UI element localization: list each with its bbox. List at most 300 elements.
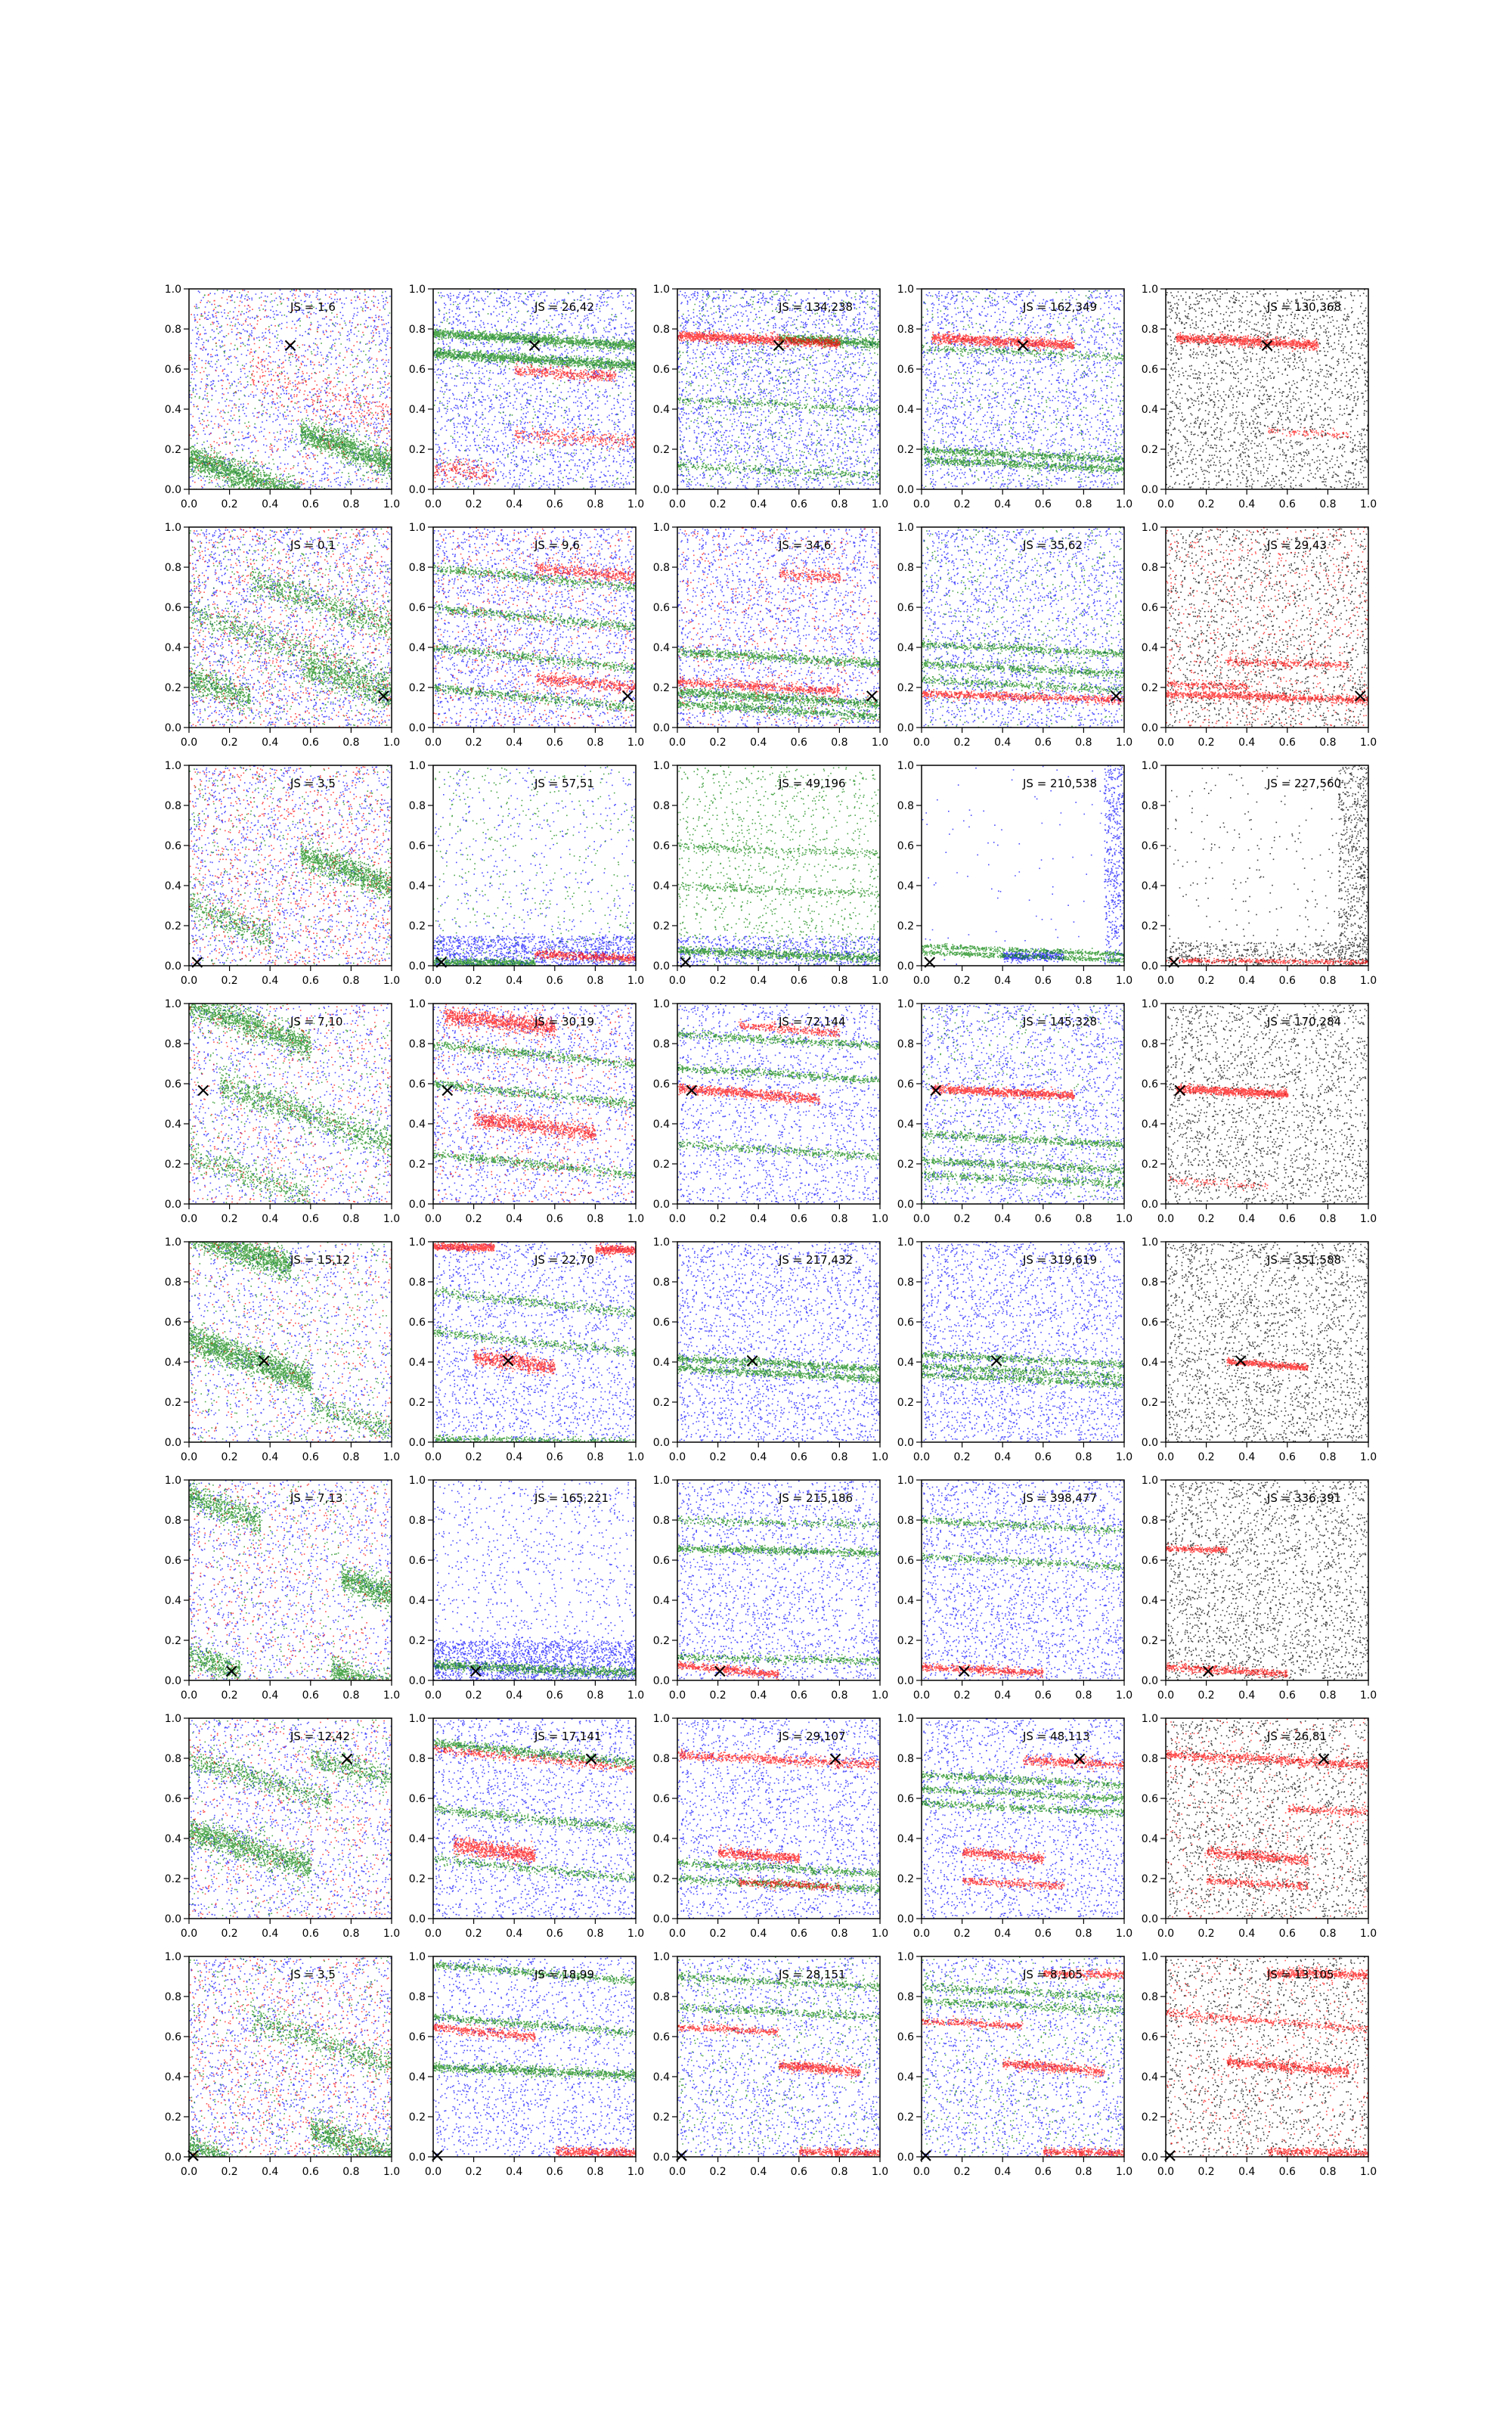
scatter-points-black: [1166, 1004, 1370, 1205]
y-tick-label: 0.0: [897, 960, 914, 973]
y-tick-label: 0.4: [1141, 2071, 1158, 2083]
panel-points: [922, 527, 1125, 729]
y-tick-label: 0.0: [408, 2152, 426, 2164]
x-tick-label: 0.4: [750, 498, 767, 510]
panel-points: [922, 1718, 1126, 1920]
y-tick-label: 0.4: [164, 1595, 181, 1607]
marker-x: ×: [1200, 1659, 1217, 1683]
panel-points: [189, 1242, 392, 1443]
x-tick-label: 0.6: [302, 737, 319, 749]
x-tick-label: 0.0: [668, 498, 686, 510]
y-tick-label: 0.4: [164, 2071, 181, 2083]
x-tick-label: 0.6: [302, 1451, 319, 1463]
y-tick-label: 0.8: [652, 800, 670, 812]
x-tick-label: 0.0: [180, 1689, 198, 1702]
js-annotation: JS = 7,10: [290, 1015, 343, 1029]
js-annotation: JS = 13,105: [1267, 1968, 1334, 1982]
y-tick-label: 0.4: [1141, 880, 1158, 892]
x-tick-label: 0.8: [831, 737, 848, 749]
y-tick-label: 0.8: [164, 1038, 181, 1050]
y-tick-label: 0.6: [164, 2031, 181, 2043]
scatter-points-blue: [677, 1242, 881, 1444]
x-tick-label: 0.6: [546, 2166, 563, 2178]
x-tick-label: 0.0: [912, 1928, 931, 1940]
x-tick-label: 0.0: [668, 1213, 686, 1225]
y-tick-label: 0.6: [1141, 2031, 1158, 2043]
y-tick-label: 0.2: [408, 1159, 426, 1171]
scatter-panel: [165, 1951, 400, 2178]
x-tick-label: 1.0: [1359, 1451, 1377, 1463]
y-tick-label: 0.4: [652, 1595, 670, 1607]
y-tick-label: 0.0: [652, 1437, 670, 1449]
x-tick-label: 0.8: [1319, 1928, 1337, 1940]
x-tick-label: 0.2: [709, 498, 727, 510]
y-tick-label: 0.4: [897, 1118, 914, 1131]
x-tick-label: 0.6: [790, 975, 807, 987]
marker-x: ×: [1352, 684, 1369, 708]
x-tick-label: 0.6: [302, 1213, 319, 1225]
scatter-panel: [165, 284, 400, 510]
panel-points: [677, 1956, 881, 2158]
x-tick-label: 0.8: [587, 975, 604, 987]
y-tick-label: 0.2: [164, 2111, 181, 2124]
js-annotation: JS = 26,81: [1267, 1730, 1327, 1744]
scatter-panel: [165, 998, 400, 1225]
y-tick-label: 0.8: [652, 1753, 670, 1765]
marker-x: ×: [432, 951, 450, 974]
panel-points: [433, 1004, 637, 1205]
marker-x: ×: [1315, 1748, 1332, 1770]
marker-x: ×: [1108, 684, 1125, 708]
y-tick-label: 0.0: [1141, 722, 1158, 734]
scatter-points-green: [922, 943, 1125, 963]
y-tick-label: 1.0: [652, 760, 670, 772]
y-tick-label: 0.4: [1141, 1357, 1158, 1369]
x-tick-label: 0.0: [912, 975, 931, 987]
y-tick-label: 0.6: [897, 1078, 914, 1091]
x-tick-label: 1.0: [1359, 1213, 1377, 1225]
x-tick-label: 0.8: [587, 498, 604, 510]
y-tick-label: 1.0: [1141, 760, 1158, 772]
y-tick-label: 0.6: [164, 1793, 181, 1805]
x-tick-label: 0.4: [506, 1451, 523, 1463]
x-tick-label: 0.4: [994, 1689, 1012, 1702]
scatter-points-blue: [433, 1718, 637, 1919]
x-tick-label: 0.8: [342, 975, 360, 987]
x-tick-label: 0.8: [831, 2166, 848, 2178]
x-tick-label: 0.0: [424, 1213, 442, 1225]
scatter-panel: [653, 1236, 888, 1463]
x-tick-label: 0.4: [750, 1451, 767, 1463]
y-tick-label: 0.6: [1141, 1317, 1158, 1329]
scatter-points-blue: [189, 1718, 393, 1919]
x-tick-label: 0.0: [1157, 2166, 1175, 2178]
x-tick-label: 0.2: [1198, 975, 1215, 987]
y-tick-label: 0.6: [408, 1078, 426, 1091]
y-tick-label: 0.8: [1141, 1991, 1158, 2003]
y-tick-label: 1.0: [408, 998, 426, 1010]
marker-x: ×: [619, 684, 637, 708]
x-tick-label: 1.0: [871, 1451, 889, 1463]
x-tick-label: 0.2: [709, 975, 727, 987]
x-tick-label: 1.0: [1359, 498, 1377, 510]
y-tick-label: 0.4: [897, 1595, 914, 1607]
scatter-points-blue: [922, 1718, 1126, 1920]
axes-frame: [189, 1718, 392, 1919]
scatter-points-red: [677, 2021, 881, 2158]
x-tick-label: 0.8: [1075, 498, 1092, 510]
x-tick-label: 0.2: [221, 1213, 238, 1225]
y-tick-label: 0.2: [1141, 2111, 1158, 2124]
x-tick-label: 1.0: [383, 498, 401, 510]
js-annotation: JS = 162,349: [1023, 300, 1098, 315]
y-tick-label: 0.8: [897, 1753, 914, 1765]
scatter-panel: [653, 284, 888, 510]
x-tick-label: 0.6: [1034, 1213, 1052, 1225]
y-tick-label: 0.6: [408, 840, 426, 852]
y-tick-label: 0.6: [408, 364, 426, 376]
y-tick-label: 0.0: [897, 722, 914, 734]
scatter-points-red: [189, 1004, 392, 1205]
y-tick-label: 0.2: [1141, 682, 1158, 694]
x-tick-label: 0.0: [912, 1451, 931, 1463]
x-tick-label: 0.4: [506, 975, 523, 987]
y-tick-label: 1.0: [1141, 1713, 1158, 1725]
x-tick-label: 0.2: [221, 1689, 238, 1702]
y-tick-label: 1.0: [652, 284, 670, 296]
x-tick-label: 0.0: [668, 1451, 686, 1463]
js-annotation: JS = 49,196: [779, 777, 846, 791]
marker-x: ×: [917, 2144, 934, 2167]
x-tick-label: 1.0: [1115, 498, 1133, 510]
x-tick-label: 0.6: [1278, 737, 1296, 749]
scatter-points-red: [932, 331, 1075, 352]
x-tick-label: 0.2: [465, 1451, 482, 1463]
y-tick-label: 0.6: [164, 840, 181, 852]
y-tick-label: 0.6: [408, 602, 426, 614]
x-tick-label: 0.6: [546, 498, 563, 510]
scatter-points-black: [1166, 1480, 1370, 1682]
x-tick-label: 1.0: [627, 1928, 645, 1940]
x-tick-label: 0.4: [750, 975, 767, 987]
y-tick-label: 0.8: [652, 324, 670, 336]
x-tick-label: 0.2: [465, 1928, 482, 1940]
scatter-points-blue: [922, 1480, 1125, 1682]
y-tick-label: 0.0: [164, 960, 181, 973]
y-tick-label: 0.2: [652, 1873, 670, 1885]
y-tick-label: 0.2: [408, 1635, 426, 1647]
scatter-points-green: [433, 289, 637, 490]
x-tick-label: 0.4: [262, 975, 279, 987]
x-tick-label: 0.6: [1034, 1689, 1052, 1702]
y-tick-label: 0.6: [164, 1555, 181, 1567]
x-tick-label: 0.6: [1034, 737, 1052, 749]
js-annotation: JS = 1,6: [290, 300, 336, 315]
panel-points: [922, 1956, 1126, 2158]
x-tick-label: 0.6: [546, 1928, 563, 1940]
x-tick-label: 0.0: [424, 498, 442, 510]
scatter-panel: [1142, 522, 1377, 749]
y-tick-label: 0.2: [164, 444, 181, 456]
panel-points: [922, 765, 1125, 966]
y-tick-label: 1.0: [408, 522, 426, 534]
y-tick-label: 1.0: [1141, 998, 1158, 1010]
js-annotation: JS = 134,238: [779, 300, 854, 315]
x-tick-label: 0.4: [506, 1928, 523, 1940]
x-tick-label: 0.0: [668, 2166, 686, 2178]
y-tick-label: 0.6: [897, 1555, 914, 1567]
x-tick-label: 1.0: [1115, 1689, 1133, 1702]
marker-x: ×: [467, 1659, 485, 1683]
y-tick-label: 0.6: [897, 364, 914, 376]
panel-points: [433, 1956, 637, 2158]
js-annotation: JS = 3,5: [290, 1968, 336, 1982]
x-tick-label: 0.0: [1157, 498, 1175, 510]
x-tick-label: 0.2: [953, 1928, 971, 1940]
y-tick-label: 0.2: [164, 1635, 181, 1647]
x-tick-label: 0.4: [994, 737, 1012, 749]
panel-points: [677, 289, 881, 490]
marker-x: ×: [194, 1078, 212, 1102]
js-annotation: JS = 145,328: [1023, 1015, 1098, 1029]
y-tick-label: 1.0: [1141, 284, 1158, 296]
js-annotation: JS = 12,42: [290, 1730, 350, 1744]
y-tick-label: 0.6: [164, 602, 181, 614]
y-tick-label: 0.2: [652, 920, 670, 932]
x-tick-label: 0.2: [465, 1213, 482, 1225]
y-tick-label: 0.0: [408, 1199, 426, 1211]
x-tick-label: 1.0: [1359, 2166, 1377, 2178]
x-tick-label: 0.0: [912, 2166, 931, 2178]
y-tick-label: 1.0: [1141, 1951, 1158, 1963]
scatter-points-green: [433, 1040, 637, 1180]
js-annotation: JS = 3,5: [290, 777, 336, 791]
marker-x: ×: [184, 2144, 202, 2167]
js-annotation: JS = 29,107: [779, 1730, 846, 1744]
scatter-points-black: [1166, 289, 1369, 491]
scatter-points-green: [189, 1004, 393, 1205]
x-tick-label: 0.2: [221, 975, 238, 987]
js-annotation: JS = 34,6: [779, 538, 832, 553]
y-tick-label: 0.0: [652, 960, 670, 973]
x-tick-label: 0.6: [1278, 1689, 1296, 1702]
y-tick-label: 0.4: [652, 1833, 670, 1845]
js-annotation: JS = 130,368: [1267, 300, 1342, 315]
scatter-panel: [653, 998, 888, 1225]
y-tick-label: 0.0: [164, 484, 181, 496]
x-tick-label: 0.6: [546, 1689, 563, 1702]
panel-points: [922, 1242, 1126, 1444]
y-tick-label: 0.6: [652, 1793, 670, 1805]
y-tick-label: 0.4: [408, 2071, 426, 2083]
y-tick-label: 0.2: [164, 920, 181, 932]
y-tick-label: 0.4: [652, 2071, 670, 2083]
y-tick-label: 0.2: [897, 444, 914, 456]
panel-points: [433, 1242, 637, 1444]
scatter-points-blue: [677, 1956, 881, 2158]
x-tick-label: 0.6: [546, 1451, 563, 1463]
x-tick-label: 0.0: [1157, 1928, 1175, 1940]
js-annotation: JS = 0,1: [290, 538, 336, 553]
x-tick-label: 0.2: [221, 1928, 238, 1940]
y-tick-label: 1.0: [408, 284, 426, 296]
x-tick-label: 0.6: [302, 1689, 319, 1702]
marker-x: ×: [438, 1078, 456, 1102]
y-tick-label: 0.4: [1141, 1595, 1158, 1607]
x-tick-label: 0.8: [342, 1213, 360, 1225]
scatter-points-blue: [189, 1242, 392, 1443]
x-tick-label: 0.8: [1319, 1451, 1337, 1463]
x-tick-label: 0.8: [831, 1213, 848, 1225]
marker-x: ×: [1232, 1349, 1250, 1373]
y-tick-label: 0.8: [897, 1991, 914, 2003]
x-tick-label: 0.8: [342, 2166, 360, 2178]
x-tick-label: 0.4: [1238, 975, 1256, 987]
scatter-panel: [897, 1236, 1132, 1463]
marker-x: ×: [526, 334, 543, 358]
x-tick-label: 0.2: [953, 2166, 971, 2178]
y-tick-label: 1.0: [652, 1236, 670, 1249]
y-tick-label: 0.4: [408, 1595, 426, 1607]
x-tick-label: 0.0: [424, 737, 442, 749]
scatter-points-black: [1166, 1718, 1369, 1920]
js-annotation: JS = 351,588: [1267, 1253, 1342, 1267]
y-tick-label: 0.6: [164, 1317, 181, 1329]
y-tick-label: 0.4: [897, 404, 914, 416]
x-tick-label: 0.2: [953, 498, 971, 510]
y-tick-label: 1.0: [652, 1951, 670, 1963]
scatter-panel: [409, 1236, 644, 1463]
panel-points: [677, 1480, 881, 1682]
x-tick-label: 0.2: [1198, 1451, 1215, 1463]
y-tick-label: 0.8: [897, 562, 914, 574]
scatter-panel: [409, 998, 644, 1225]
y-tick-label: 1.0: [897, 284, 914, 296]
x-tick-label: 0.8: [342, 1689, 360, 1702]
y-tick-label: 0.2: [1141, 1873, 1158, 1885]
x-tick-label: 0.2: [953, 975, 971, 987]
x-tick-label: 1.0: [1115, 2166, 1133, 2178]
js-annotation: JS = 336,391: [1267, 1491, 1342, 1506]
x-tick-label: 0.0: [424, 1451, 442, 1463]
x-tick-label: 0.4: [750, 2166, 767, 2178]
js-annotation: JS = 26,42: [534, 300, 594, 315]
js-annotation: JS = 17,141: [534, 1730, 602, 1744]
panel-points: [1166, 1480, 1370, 1682]
x-tick-label: 0.4: [262, 1213, 279, 1225]
x-tick-label: 0.4: [506, 498, 523, 510]
y-tick-label: 0.2: [1141, 920, 1158, 932]
scatter-panel: [1142, 1713, 1377, 1940]
y-tick-label: 0.2: [408, 682, 426, 694]
y-tick-label: 0.0: [164, 1913, 181, 1925]
y-tick-label: 0.2: [897, 1635, 914, 1647]
marker-x: ×: [1015, 334, 1031, 358]
y-tick-label: 0.4: [652, 642, 670, 654]
scatter-points-blue: [922, 1242, 1125, 1444]
y-tick-label: 0.8: [1141, 562, 1158, 574]
y-tick-label: 0.2: [164, 1397, 181, 1409]
x-tick-label: 0.6: [546, 1213, 563, 1225]
x-tick-label: 0.0: [912, 1689, 931, 1702]
y-tick-label: 0.0: [1141, 2152, 1158, 2164]
y-tick-label: 0.0: [652, 1199, 670, 1211]
y-tick-label: 0.6: [897, 2031, 914, 2043]
x-tick-label: 1.0: [627, 975, 645, 987]
y-tick-label: 0.8: [1141, 324, 1158, 336]
y-tick-label: 1.0: [408, 1951, 426, 1963]
js-annotation: JS = 18,99: [534, 1968, 594, 1982]
x-tick-label: 1.0: [1115, 1213, 1133, 1225]
y-tick-label: 0.4: [652, 880, 670, 892]
x-tick-label: 1.0: [383, 1689, 401, 1702]
y-tick-label: 1.0: [897, 1713, 914, 1725]
y-tick-label: 0.2: [1141, 1159, 1158, 1171]
scatter-points-black: [1166, 1956, 1369, 2158]
x-tick-label: 0.8: [1075, 1451, 1092, 1463]
x-tick-label: 0.2: [1198, 2166, 1215, 2178]
y-tick-label: 0.6: [1141, 364, 1158, 376]
scatter-points-red: [433, 2023, 637, 2158]
x-tick-label: 0.4: [1238, 1689, 1256, 1702]
x-tick-label: 0.8: [342, 498, 360, 510]
y-tick-label: 0.8: [1141, 1277, 1158, 1289]
js-annotation: JS = 165,221: [534, 1491, 609, 1506]
x-tick-label: 0.4: [1238, 1213, 1256, 1225]
x-tick-label: 0.0: [180, 2166, 198, 2178]
x-tick-label: 0.8: [587, 2166, 604, 2178]
y-tick-label: 1.0: [652, 522, 670, 534]
y-tick-label: 0.8: [897, 1277, 914, 1289]
y-tick-label: 1.0: [652, 1475, 670, 1487]
y-tick-label: 1.0: [897, 1951, 914, 1963]
y-tick-label: 0.0: [1141, 1675, 1158, 1687]
y-tick-label: 1.0: [164, 1236, 181, 1249]
y-tick-label: 0.6: [1141, 840, 1158, 852]
y-tick-label: 0.0: [408, 484, 426, 496]
y-tick-label: 0.8: [164, 1515, 181, 1527]
scatter-panel: [897, 760, 1132, 987]
scatter-panel: [1142, 1951, 1377, 2178]
x-tick-label: 1.0: [1359, 1689, 1377, 1702]
y-tick-label: 0.4: [164, 1357, 181, 1369]
x-tick-label: 0.6: [790, 2166, 807, 2178]
y-tick-label: 1.0: [897, 998, 914, 1010]
scatter-panel: [165, 1713, 400, 1940]
x-tick-label: 1.0: [871, 1213, 889, 1225]
x-tick-label: 0.8: [1319, 975, 1337, 987]
x-tick-label: 0.2: [221, 2166, 238, 2178]
x-tick-label: 0.8: [587, 737, 604, 749]
x-tick-label: 0.2: [709, 1451, 727, 1463]
y-tick-label: 0.0: [408, 1437, 426, 1449]
x-tick-label: 0.4: [994, 1451, 1012, 1463]
y-tick-label: 0.8: [164, 1277, 181, 1289]
y-tick-label: 0.4: [408, 642, 426, 654]
x-tick-label: 0.8: [587, 1213, 604, 1225]
panel-points: [433, 1480, 637, 1682]
scatter-panel: [897, 1713, 1132, 1940]
x-tick-label: 0.2: [1198, 737, 1215, 749]
x-tick-label: 1.0: [1115, 737, 1133, 749]
y-tick-label: 0.4: [408, 1357, 426, 1369]
x-tick-label: 0.8: [1319, 1689, 1337, 1702]
x-tick-label: 1.0: [627, 2166, 645, 2178]
x-tick-label: 0.0: [424, 975, 442, 987]
panel-points: [189, 1004, 393, 1205]
y-tick-label: 0.6: [652, 1317, 670, 1329]
y-tick-label: 0.6: [897, 1793, 914, 1805]
